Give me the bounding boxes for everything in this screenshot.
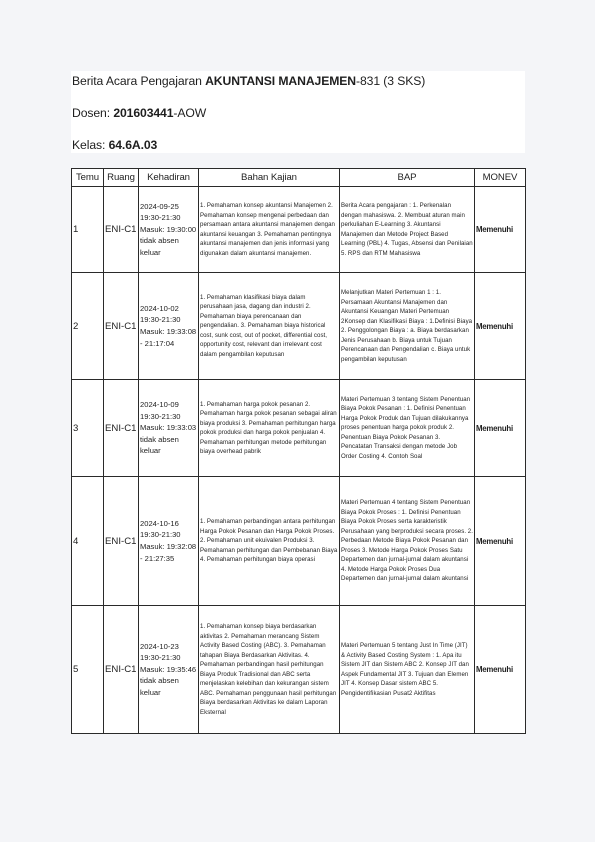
- table-row: [72, 606, 526, 734]
- cell-bahan-kajian: 1. Pemahaman klasifikasi biaya dalam perusahaan jasa, dagang dan industri 2. Pemahaman biaya perencanaan dan pengendalian. 3. Pemahaman biaya historical cost, sunk cost, out of pocket, differential cost, opportunity cost, relevant dan irrelevant cost dalam pengambilan keputusan: [199, 273, 340, 380]
- col-header-temu: Temu: [72, 169, 104, 187]
- table-row: [72, 477, 526, 606]
- cell-temu: 4: [72, 477, 104, 606]
- cell-temu: 3: [72, 380, 104, 477]
- cell-bahan-kajian: 1. Pemahaman konsep akuntansi Manajemen 2. Pemahaman konsep mengenai perbedaan dan persamaan antara akuntansi manajemen dengan akuntansi keuangan 3. Pemahaman pentingnya akuntansi manajemen dan jenis informasi yang digunakan dalam akuntansi manajemen.: [199, 187, 340, 273]
- dosen-id: 201603441: [113, 106, 174, 120]
- cell-temu: 5: [72, 606, 104, 734]
- col-header-bahan-kajian: Bahan Kajian: [199, 169, 340, 187]
- col-header-ruang: Ruang: [104, 169, 139, 187]
- cell-monev: Memenuhi: [475, 273, 526, 380]
- cell-monev: Memenuhi: [475, 187, 526, 273]
- cell-monev: Memenuhi: [475, 380, 526, 477]
- kelas-line: [72, 138, 157, 152]
- course-name: AKUNTANSI MANAJEMEN: [205, 74, 357, 88]
- cell-bap: Melanjutkan Materi Pertemuan 1 : 1. Persamaan Akuntansi Manajemen dan Akuntansi Keuangan Materi Pertemuan 2Konsep dan Klasifikasi Biaya : 1.Definisi Biaya 2. Penggolongan Biaya : a. Biaya berdasarkan Jenis Perusahaan b. Biaya untuk Tujuan Perencanaan dan Pengendalian c. Biaya untuk pengambilan keputusan: [340, 273, 475, 380]
- dosen-label: Dosen:: [72, 106, 114, 120]
- course-title: [72, 74, 425, 88]
- cell-ruang: ENI-C1: [104, 380, 139, 477]
- table-header-row: [72, 169, 526, 187]
- kelas-value: 64.6A.03: [108, 138, 158, 152]
- cell-temu: 2: [72, 273, 104, 380]
- cell-bap: Materi Pertemuan 3 tentang Sistem Penentuan Biaya Pokok Pesanan : 1. Definisi Penentuan Harga Pokok Produk dan Tujuan dilakukannya proses penentuan harga pokok produk 2. Penentuan Biaya Pokok Pesanan 3. Pencatatan Transaksi dengan metode Job Order Costing 4. Contoh Soal: [340, 380, 475, 477]
- course-title-prefix: Berita Acara Pengajaran: [72, 74, 206, 88]
- cell-ruang: ENI-C1: [104, 187, 139, 273]
- table-row: [72, 380, 526, 477]
- cell-bap: Materi Pertemuan 4 tentang Sistem Penentuan Biaya Pokok Proses : 1. Definisi Penentuan Biaya Pokok Proses serta karakteristik Perusahaan yang berproduksi secara proses. 2. Perbedaan Metode Biaya Pokok Pesanan dan Proses 3. Metode Harga Pokok Proses Satu Departemen dan jurnal-jurnal dalam akuntansi 4. Metode Harga Pokok Proses Dua Departemen dan jurnal-jurnal dalam akuntansi: [340, 477, 475, 606]
- cell-bahan-kajian: 1. Pemahaman harga pokok pesanan 2. Pemahaman harga pokok pesanan sebagai aliran biaya produksi 3. Pemahaman perhitungan harga pokok produksi dan harga pokok penjualan 4. Pemahaman perhitungan metode perhitungan biaya overhead pabrik: [199, 380, 340, 477]
- cell-temu: 1: [72, 187, 104, 273]
- cell-monev: Memenuhi: [475, 606, 526, 734]
- cell-bahan-kajian: 1. Pemahaman konsep biaya berdasarkan aktivitas 2. Pemahaman merancang Sistem Activity Based Costing (ABC). 3. Pemahaman tahapan Biaya Berdasarkan Aktivitas. 4. Pemahaman perbandingan hasil perhitungan Biaya Produk Tradisional dan ABC serta menjelaskan kelebihan dan kekurangan sistem ABC. Pemahaman penggunaan hasil perhitungan Biaya berdasarkan Aktivitas ke dalam Laporan Eksternal: [199, 606, 340, 734]
- cell-monev: Memenuhi: [475, 477, 526, 606]
- cell-kehadiran: 2024-10-16 19:30-21:30 Masuk: 19:32:08 - 21:27:35: [139, 477, 199, 606]
- dosen-line: [72, 106, 206, 120]
- col-header-kehadiran: Kehadiran: [139, 169, 199, 187]
- course-code-sks: -831 (3 SKS): [356, 74, 426, 88]
- attendance-table: [71, 168, 526, 734]
- cell-kehadiran: 2024-10-23 19:30-21:30 Masuk: 19:35:46 tidak absen keluar: [139, 606, 199, 734]
- cell-ruang: ENI-C1: [104, 477, 139, 606]
- col-header-bap: BAP: [340, 169, 475, 187]
- document-header: [71, 71, 525, 153]
- cell-kehadiran: 2024-09-25 19:30-21:30 Masuk: 19:30:00 tidak absen keluar: [139, 187, 199, 273]
- dosen-code: -AOW: [173, 106, 207, 120]
- col-header-monev: MONEV: [475, 169, 526, 187]
- cell-bahan-kajian: 1. Pemahaman perbandingan antara perhitungan Harga Pokok Pesanan dan Harga Pokok Proses. 2. Pemahaman unit ekuivalen Produksi 3. Pemahaman perhitungan dan Pembebanan Biaya 4. Pemahaman perhitungan biaya operasi: [199, 477, 340, 606]
- table-row: [72, 273, 526, 380]
- cell-kehadiran: 2024-10-02 19:30-21:30 Masuk: 19:33:08 - 21:17:04: [139, 273, 199, 380]
- cell-bap: Berita Acara pengajaran : 1. Perkenalan dengan mahasiswa. 2. Membuat aturan main perkuliahan E-Learning 3. Akuntansi Manajemen dan Metode Project Based Learning (PBL) 4. Tugas, Absensi dan Penilaian 5. RPS dan RTM Mahasiswa: [340, 187, 475, 273]
- kelas-label: Kelas:: [72, 138, 109, 152]
- cell-kehadiran: 2024-10-09 19:30-21:30 Masuk: 19:33:03 tidak absen keluar: [139, 380, 199, 477]
- table-row: [72, 187, 526, 273]
- cell-ruang: ENI-C1: [104, 606, 139, 734]
- cell-bap: Materi Pertemuan 5 tentang Just In Time (JIT) & Activity Based Costing System : 1. Apa itu Sistem JIT dan Sistem ABC 2. Konsep JIT dan Aspek Fundamental JIT 3. Tujuan dan Elemen JIT 4. Konsep Dasar sistem ABC 5. Pengidentifikasian Pusat2 Aktifitas: [340, 606, 475, 734]
- cell-ruang: ENI-C1: [104, 273, 139, 380]
